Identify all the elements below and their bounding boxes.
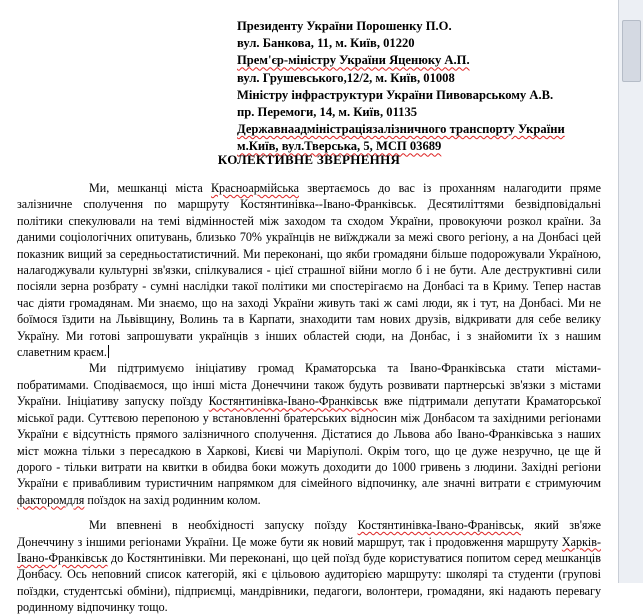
addressee-line: м.Київ, вул.Тверська, 5, МСП 03689	[237, 139, 442, 154]
vertical-scrollbar[interactable]	[618, 0, 643, 583]
scrollbar-thumb[interactable]	[622, 20, 641, 82]
paragraph-text: вже підтримали депутати Краматорської міської ради. Суттєвою перепоною у встановленні братерських відносин між Донбасом та західними регіонами України є відсутність прямого залізничного сполучення. Дістатися до Львова або Івано-Франківська з наших міст можна тільки з пересадкою в Харкові, Києві чи Маріуполі. Окрім того, що це дуже незручно, це ще й дорого - тільки витрати на квитки в обидва боки можуть доходити до 1000 гривень з людини. Західні регіони України є привабливим туристичним напрямком для сімейного відпочинку, але значні витрати є стримуючим	[17, 394, 601, 491]
addressee-line: Президенту України Порошенку П.О.	[237, 19, 452, 33]
misspelled-word: Харків-Івано-Франківськ	[17, 534, 601, 565]
document-body[interactable]	[17, 180, 601, 616]
paragraph-3	[17, 517, 601, 615]
addressee-line: вул. Грушевського,12/2, м. Київ, 01008	[237, 70, 455, 85]
paragraph-text: звертаємось до вас із проханням налагодити пряме залізничне сполучення по маршруту Костянтинівка--Івано-Франківськ. Десятиліттями безвідповідальні політики спекулювали на темі відмінностей між заходом та сходом України, провокуючи розкол країни. За даними соціологічних опитувань, близько 70% українців не виїжджали за межі свого регіону, а на Донбасі цей показник вищий за середньостатистичний. Ми переконані, що якби громадяни більше подорожували Україною, налагоджували культурні зв'язки, спілкувалися - цієї страшної війни могло б і не бути. Але деструктивні сили посіяли зерна розбрату - сумні наслідки такої політики ми спостерігаємо на Донбасі та в Криму. Тепер настав час діяти громадянам. Ми знаємо, що на заході України живуть такі ж самі люди, як і тут, на Донбасі. Ми не боїмося їздити на Львівщину, Волинь та в Карпати, знаходити там нових друзів, відкривати для себе велику Україну. Ми готові запрошувати українців з інших областей сюди, на Донбас, і з знайомити їх з нашим славетним краєм.	[17, 181, 601, 360]
paragraph-text: Ми підтримуємо ініціативу громад Краматорська та Івано-Франківська стати містами-побратимами. Сподіваємося, що інші міста Донеччини також будуть розвивати партнерські зв'язки з містами України. Ініціативу запуску поїзду	[17, 361, 601, 409]
paragraph-text: Ми впевнені в необхідності запуску поїзду	[89, 518, 358, 533]
addressee-line: Державнаадміністраціязалізничного транспорту України	[237, 122, 565, 137]
paragraph-text: поїздок на захід родинним колом.	[84, 492, 261, 507]
addressee-block	[237, 18, 617, 156]
addressee-line: Міністру інфраструктури України Пивоварському А.В.	[237, 87, 554, 102]
paragraph-text: , який зв'яже Донеччину з іншими регіонами України. Це може бути як новий маршрут, так і продовження маршруту	[17, 518, 601, 549]
addressee-line: пр. Перемоги, 14, м. Київ, 01135	[237, 105, 418, 120]
addressee-line: вул. Банкова, 11, м. Київ, 01220	[237, 36, 415, 51]
document-title: КОЛЕКТИВНЕ ЗВЕРНЕННЯ	[217, 152, 401, 167]
paragraph-2	[17, 360, 601, 508]
misspelled-word: факторомдля	[17, 492, 85, 507]
text-cursor	[108, 345, 109, 358]
misspelled-word: Красноармійська	[210, 181, 299, 195]
paragraph-text: Ми, мешканці міста	[89, 181, 211, 195]
paragraph-1	[17, 180, 601, 360]
misspelled-word: Костянтинівка-Івано-Франівськ	[357, 518, 521, 533]
misspelled-word: Костянтинівка-Івано-Франківськ	[208, 394, 378, 409]
paragraph-text: до Костянтинівки. Ми переконані, що цей поїзд буде користуватися попитом серед мешканців Донбасу. Ось неповний список категорій, які є цільовою аудиторією маршруту: школярі та студенти (групові поїздки, студентські обміни), підприємці, мандрівники, педагоги, волонтери, громадяни, які надають перевагу родинному відпочинку тощо.	[17, 550, 601, 615]
addressee-line: Прем'єр-міністру України Яценюку А.П.	[237, 53, 470, 68]
